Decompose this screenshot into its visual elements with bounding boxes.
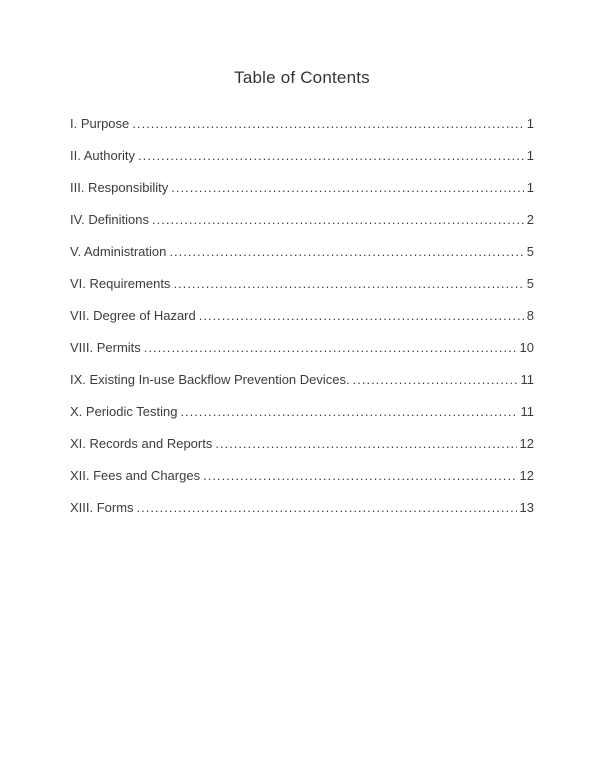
toc-entry-page: 2 — [526, 212, 534, 227]
toc-entry-label: IX. Existing In-use Backflow Prevention Devices. — [70, 372, 350, 387]
toc-entry — [70, 180, 534, 212]
toc-entry — [70, 340, 534, 372]
toc-entry-label: V. Administration — [70, 244, 167, 259]
toc-entry-page: 1 — [526, 116, 534, 131]
toc-entry-page: 11 — [520, 404, 534, 419]
toc-entry-label: XII. Fees and Charges — [70, 468, 201, 483]
table-of-contents — [70, 116, 534, 532]
toc-entry-page: 13 — [519, 500, 534, 515]
toc-entry — [70, 404, 534, 436]
dot-leader — [137, 500, 517, 515]
toc-entry-label: VIII. Permits — [70, 340, 141, 355]
dot-leader — [152, 212, 524, 227]
toc-entry — [70, 244, 534, 276]
toc-entry-page: 11 — [520, 372, 534, 387]
toc-entry — [70, 148, 534, 180]
toc-entry-label: I. Purpose — [70, 116, 130, 131]
dot-leader — [215, 436, 516, 451]
dot-leader — [138, 148, 524, 163]
toc-entry-label: II. Authority — [70, 148, 136, 163]
toc-entry — [70, 500, 534, 532]
dot-leader — [203, 468, 516, 483]
toc-entry-page: 1 — [526, 180, 534, 195]
toc-entry — [70, 116, 534, 148]
toc-entry-page: 5 — [526, 244, 534, 259]
toc-entry-label: X. Periodic Testing — [70, 404, 178, 419]
toc-entry-page: 8 — [526, 308, 534, 323]
toc-entry-label: XI. Records and Reports — [70, 436, 213, 451]
toc-entry — [70, 468, 534, 500]
toc-entry-page: 10 — [519, 340, 534, 355]
dot-leader — [199, 308, 524, 323]
dot-leader — [169, 244, 523, 259]
toc-entry-page: 12 — [519, 436, 534, 451]
dot-leader — [173, 276, 523, 291]
toc-entry-page: 1 — [526, 148, 534, 163]
toc-entry-label: VI. Requirements — [70, 276, 171, 291]
toc-entry — [70, 436, 534, 468]
toc-entry-label: XIII. Forms — [70, 500, 134, 515]
dot-leader — [353, 372, 518, 387]
dot-leader — [132, 116, 524, 131]
toc-entry — [70, 212, 534, 244]
toc-entry — [70, 308, 534, 340]
dot-leader — [180, 404, 517, 419]
dot-leader — [171, 180, 524, 195]
toc-entry-label: IV. Definitions — [70, 212, 150, 227]
toc-entry — [70, 372, 534, 404]
dot-leader — [144, 340, 517, 355]
toc-entry-page: 5 — [526, 276, 534, 291]
page-title: Table of Contents — [234, 68, 370, 87]
toc-entry-label: III. Responsibility — [70, 180, 169, 195]
toc-entry-page: 12 — [519, 468, 534, 483]
toc-entry-label: VII. Degree of Hazard — [70, 308, 196, 323]
toc-entry — [70, 276, 534, 308]
